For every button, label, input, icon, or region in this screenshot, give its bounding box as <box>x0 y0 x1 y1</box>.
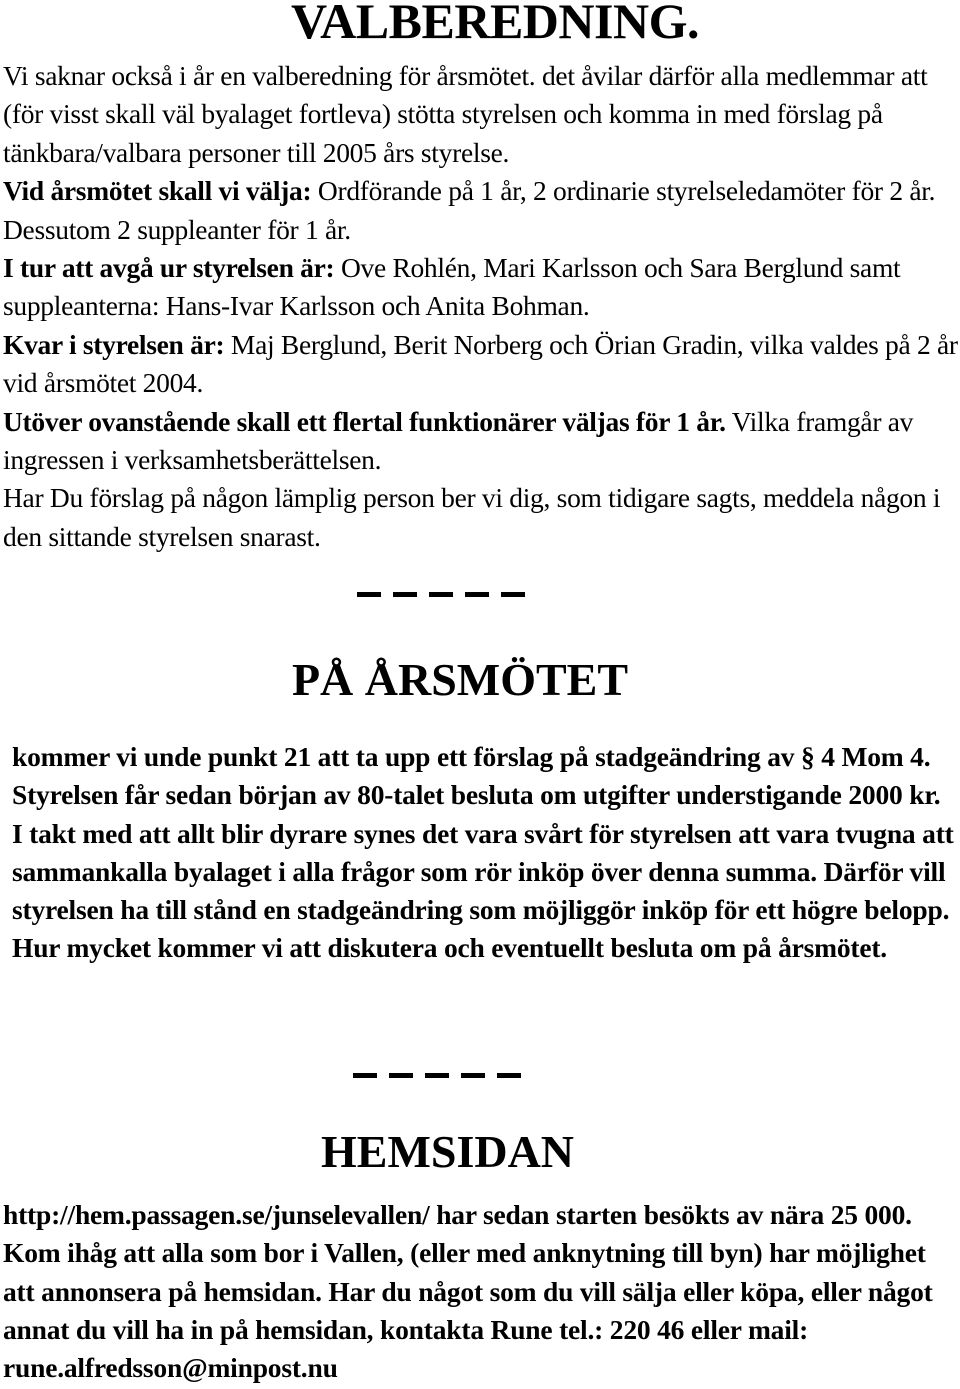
valberedning-section <box>3 57 958 556</box>
leaving-label: I tur att avgå ur styrelsen är: <box>3 252 335 284</box>
elect-label: Vid årsmötet skall vi välja: <box>3 175 312 207</box>
dash <box>393 592 417 597</box>
dash <box>429 592 453 597</box>
remaining-text: Maj Berglund, Berit Norberg och Örian Gradin, vilka valdes på 2 år vid årsmötet 2004. <box>3 328 958 399</box>
dash <box>357 592 381 597</box>
officials-paragraph <box>3 403 958 480</box>
dash <box>465 592 489 597</box>
dash <box>501 592 525 597</box>
dash <box>425 1073 449 1078</box>
dash <box>497 1073 521 1078</box>
dash <box>389 1073 413 1078</box>
dash <box>353 1073 377 1078</box>
leaving-paragraph <box>3 249 958 326</box>
valberedning-intro: Vi saknar också i år en valberedning för årsmötet. det åvilar därför alla medlemmar att (för visst skall väl byalaget fortleva) stötta styrelsen och komma in med förslag på tänkbara/valbara personer till 2005 års styrelse. <box>3 60 928 168</box>
dash <box>461 1073 485 1078</box>
remaining-label: Kvar i styrelsen är: <box>3 328 225 360</box>
hemsidan-body: http://hem.passagen.se/junselevallen/ har sedan starten besökts av nära 25 000. Kom ihåg att alla som bor i Vallen, (eller med anknytning till byn) har möjlighet att annonsera på hemsidan. Har du något som du vill sälja eller köpa, eller något annat du vill ha in på hemsidan, kontakta Rune tel.: 220 46 eller mail: rune.alfredsson@minpost.nu <box>3 1199 933 1384</box>
arsmotet-body: kommer vi unde punkt 21 att ta upp ett förslag på stadgeändring av § 4 Mom 4. Styrelsen får sedan början av 80-talet besluta om utgifter understigande 2000 kr. I takt med att allt blir dyrare synes det vara svårt för styrelsen att vara tvugna att sammankalla byalaget i alla frågor som rör inköp över denna summa. Därför vill styrelsen ha till stånd en stadgeändring som möjliggör inköp för ett högre belopp. Hur mycket kommer vi att diskutera och eventuellt besluta om på årsmötet. <box>12 741 954 964</box>
officials-text: Vilka framgår av ingressen i verksamhetsberättelsen. <box>3 405 914 476</box>
elect-text: Ordförande på 1 år, 2 ordinarie styrelseledamöter för 2 år. Dessutom 2 suppleanter för 1 år. <box>3 175 936 245</box>
arsmotet-heading: PÅ ÅRSMÖTET <box>291 654 629 705</box>
remaining-paragraph <box>3 326 958 403</box>
officials-label: Utöver ovanstående skall ett flertal funktionärer väljas för 1 år. <box>3 405 726 437</box>
valberedning-title: VALBEREDNING. <box>291 0 699 49</box>
elect-paragraph <box>3 172 958 249</box>
leaving-text: Ove Rohlén, Mari Karlsson och Sara Berglund samt suppleanterna: Hans-Ivar Karlsson och Anita Bohman. <box>3 252 901 322</box>
dash-divider <box>357 592 525 597</box>
hemsidan-heading: HEMSIDAN <box>320 1126 575 1177</box>
valberedning-closing: Har Du förslag på någon lämplig person ber vi dig, som tidigare sagts, meddela någon i den sittande styrelsen snarast. <box>3 482 941 552</box>
dash-divider <box>353 1073 521 1078</box>
